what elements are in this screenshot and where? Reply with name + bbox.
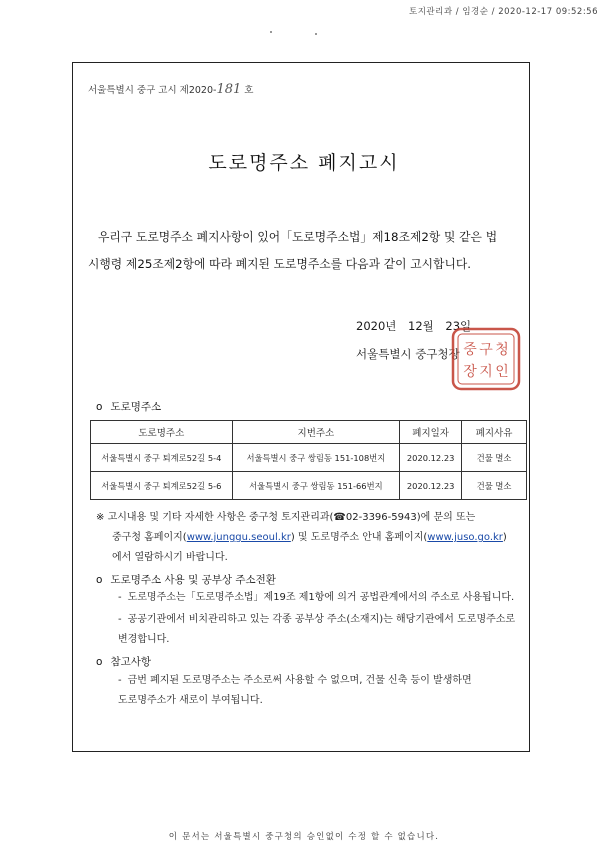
bullet-circle: o <box>96 401 103 413</box>
scan-speck <box>270 31 272 33</box>
table-row <box>91 472 527 500</box>
section-road-address-heading <box>96 399 161 414</box>
notice-body <box>88 224 524 278</box>
header-abolish-reason: 폐지사유 <box>462 421 527 444</box>
section-reference-heading <box>96 654 151 669</box>
note-mark: ※ <box>96 512 105 523</box>
usage-item <box>118 588 528 608</box>
bullet-circle: o <box>96 656 103 668</box>
cell-lot-address: 서울특별시 중구 쌍림동 151-108번지 <box>232 444 400 472</box>
cell-abolish-date: 2020.12.23 <box>400 444 462 472</box>
note-line-3: 에서 열람하시기 바랍니다. <box>112 552 228 563</box>
cell-abolish-reason: 건물 멸소 <box>462 444 527 472</box>
note-line-2b: ) 및 도로명주소 안내 홈페이지( <box>290 532 428 543</box>
note-line-2 <box>96 528 528 548</box>
seal-char: 구 <box>479 342 493 358</box>
notice-number-suffix: 호 <box>244 85 254 96</box>
juso-homepage-link[interactable]: www.juso.go.kr <box>427 532 503 543</box>
notice-number <box>88 82 253 97</box>
notice-number-handwritten: 181 <box>216 82 242 97</box>
official-seal-icon <box>450 326 522 392</box>
header-lot-address: 지번주소 <box>232 421 400 444</box>
note-line-1: 고시내용 및 기타 자세한 사항은 중구청 토지관리과(☎02-3396-5943)에 문의 또는 <box>107 512 476 523</box>
section-title: 참고사항 <box>110 656 152 668</box>
dash-bullet: - <box>118 592 122 603</box>
dash-bullet: - <box>118 614 122 625</box>
notice-date: 2020년 12월 23일 <box>356 319 472 333</box>
issuer-name: 서울특별시 중구청장 <box>356 347 460 361</box>
header-road-address: 도로명주소 <box>91 421 233 444</box>
inquiry-note <box>96 508 528 568</box>
usage-item <box>118 610 528 630</box>
seal-char: 중 <box>463 342 477 358</box>
cell-road-address: 서울특별시 중구 퇴계로52길 5-6 <box>91 472 233 500</box>
seal-char: 지 <box>479 364 493 380</box>
junggu-homepage-link[interactable]: www.junggu.seoul.kr <box>186 532 291 543</box>
body-line-2: 시행령 제25조제2항에 따라 폐지된 도로명주소를 다음과 같이 고시합니다. <box>88 257 471 271</box>
section-title: 도로명주소 <box>110 401 162 413</box>
reference-item <box>118 671 528 691</box>
reference-item-text: 금번 폐지된 도로명주소는 주소로써 사용할 수 없으며, 건물 신축 등이 발생하면 <box>127 675 472 686</box>
bullet-circle: o <box>96 574 103 586</box>
body-line-1: 우리구 도로명주소 폐지사항이 있어「도로명주소법」제18조제2항 및 같은 법 <box>98 230 498 244</box>
section-usage-heading <box>96 572 276 587</box>
usage-item-text: 도로명주소는「도로명주소법」제19조 제1항에 의거 공법관계에서의 주소로 사용됩니다. <box>127 592 515 603</box>
cell-lot-address: 서울특별시 중구 쌍림동 151-66번지 <box>232 472 400 500</box>
notice-number-prefix: 서울특별시 중구 고시 제2020- <box>88 85 217 96</box>
note-line-2a: 중구청 홈페이지( <box>112 532 187 543</box>
seal-char: 청 <box>495 342 509 358</box>
document-title: 도로명주소 폐지고시 <box>208 152 400 174</box>
note-line-2c: ) <box>502 532 507 543</box>
dash-bullet: - <box>118 675 122 686</box>
usage-item-continued: 변경합니다. <box>118 634 170 645</box>
table-row <box>91 444 527 472</box>
seal-char: 인 <box>495 364 509 380</box>
reference-item-continued: 도로명주소가 새로이 부여됩니다. <box>118 695 263 706</box>
seal-char: 장 <box>463 364 477 380</box>
abolished-address-table <box>90 420 527 500</box>
section-title: 도로명주소 사용 및 공부상 주소전환 <box>110 574 276 586</box>
header-abolish-date: 폐지일자 <box>400 421 462 444</box>
cell-abolish-reason: 건물 멸소 <box>462 472 527 500</box>
document-footer: 이 문서는 서울특별시 중구청의 승인없이 수정 할 수 없습니다. <box>168 832 440 842</box>
cell-abolish-date: 2020.12.23 <box>400 472 462 500</box>
usage-item-text: 공공기관에서 비치관리하고 있는 각종 공부상 주소(소재지)는 해당기관에서 도로명주소로 <box>127 614 516 625</box>
print-stamp: 토지관리과 / 임경순 / 2020-12-17 09:52:56 <box>409 7 598 17</box>
table-header-row <box>91 421 527 444</box>
scan-speck <box>315 33 317 35</box>
cell-road-address: 서울특별시 중구 퇴계로52길 5-4 <box>91 444 233 472</box>
